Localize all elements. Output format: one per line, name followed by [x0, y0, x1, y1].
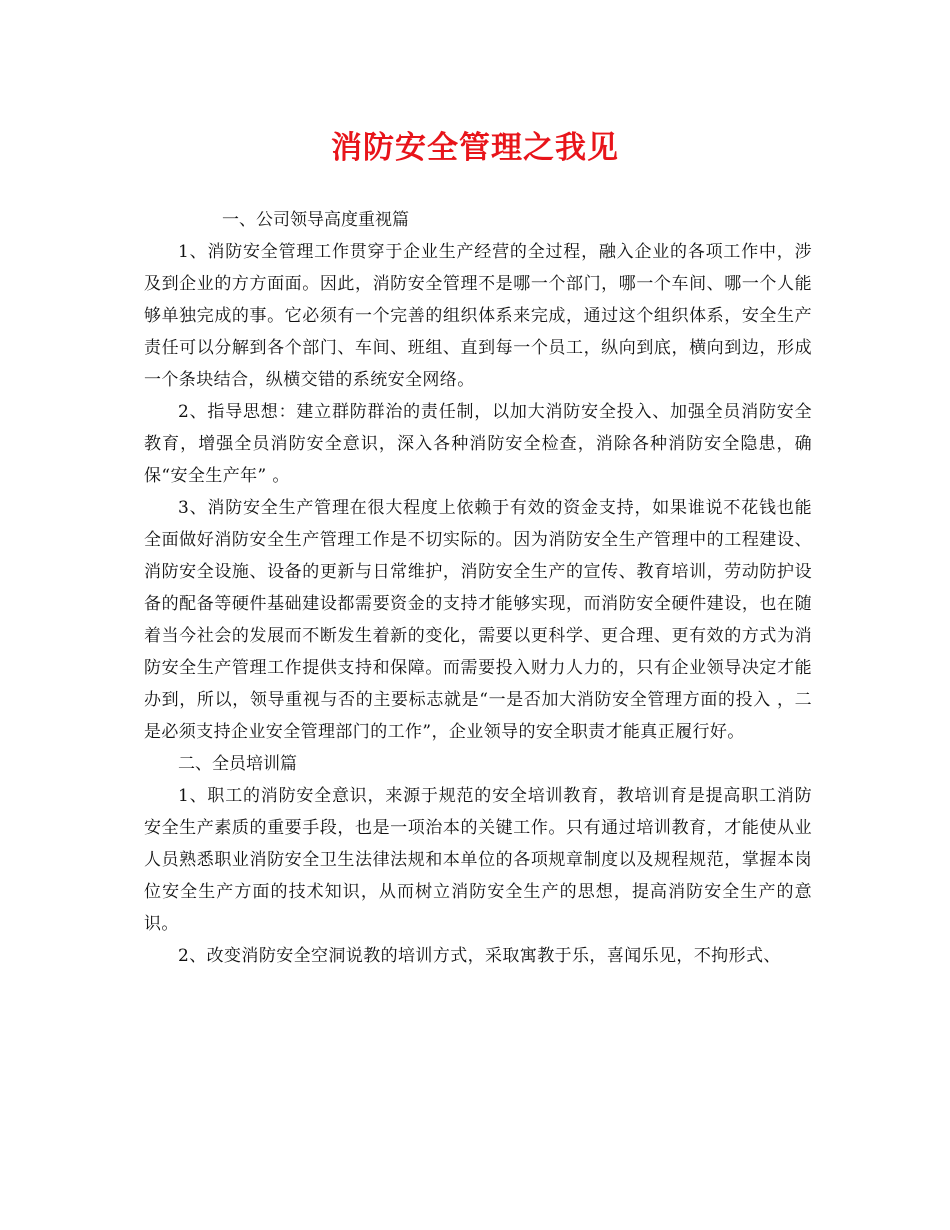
paragraph-2-2: 2、改变消防安全空洞说教的培训方式，采取寓教于乐，喜闻乐见，不拘形式、 [178, 946, 781, 966]
document-title: 消防安全管理之我见 [331, 130, 619, 166]
section-heading-2: 二、全员培训篇 [178, 754, 297, 774]
section-heading-1: 一、公司领导高度重视篇 [222, 210, 409, 230]
document-body [144, 204, 812, 972]
paragraph-1-1: 1、消防安全管理工作贯穿于企业生产经营的全过程，融入企业的各项工作中，涉及到企业的方方面面。因此，消防安全管理不是哪一个部门，哪一个车间、哪一个人能够单独完成的事。它必须有一个完善的组织体系来完成，通过这个组织体系，安全生产责任可以分解到各个部门、车间、班组、直到每一个员工，纵向到底，横向到边，形成一个条块结合，纵横交错的系统安全网络。 [144, 242, 812, 390]
paragraph-2-1: 1、职工的消防安全意识，来源于规范的安全培训教育，教培训育是提高职工消防安全生产素质的重要手段，也是一项治本的关键工作。只有通过培训教育，才能使从业人员熟悉职业消防安全卫生法律法规和本单位的各项规章制度以及规程规范，掌握本岗位安全生产方面的技术知识，从而树立消防安全生产的思想，提高消防安全生产的意识。 [144, 786, 812, 934]
paragraph-1-2: 2、指导思想：建立群防群治的责任制，以加大消防安全投入、加强全员消防安全教育，增强全员消防安全意识，深入各种消防安全检查，消除各种消防安全隐患，确保“安全生产年” 。 [144, 402, 812, 486]
paragraph-1-3: 3、消防安全生产管理在很大程度上依赖于有效的资金支持，如果谁说不花钱也能全面做好消防安全生产管理工作是不切实际的。因为消防安全生产管理中的工程建设、消防安全设施、设备的更新与日常维护，消防安全生产的宣传、教育培训，劳动防护设备的配备等硬件基础建设都需要资金的支持才能够实现，而消防安全硬件建设，也在随着当今社会的发展而不断发生着新的变化，需要以更科学、更合理、更有效的方式为消防安全生产管理工作提供支持和保障。而需要投入财力人力的，只有企业领导决定才能办到，所以，领导重视与否的主要标志就是“一是否加大消防安全管理方面的投入 ，二是必须支持企业安全管理部门的工作”，企业领导的安全职责才能真正履行好。 [144, 498, 812, 742]
